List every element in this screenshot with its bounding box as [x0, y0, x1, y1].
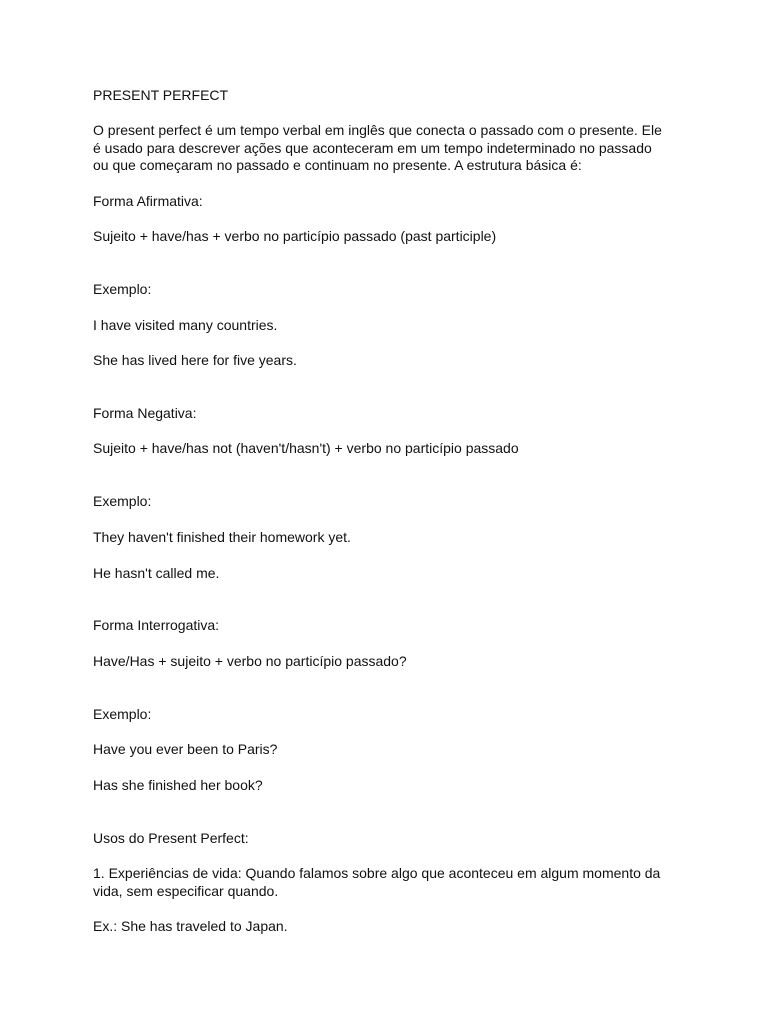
negative-example: He hasn't called me.: [93, 565, 220, 581]
uses-heading: Usos do Present Perfect:: [93, 830, 249, 846]
interrogative-example-label: Exemplo:: [93, 706, 152, 722]
negative-heading: Forma Negativa:: [93, 405, 197, 421]
negative-example: They haven't finished their homework yet.: [93, 529, 351, 545]
uses-item-example: Ex.: She has traveled to Japan.: [93, 918, 288, 934]
interrogative-example: Have you ever been to Paris?: [93, 741, 278, 757]
affirmative-structure: Sujeito + have/has + verbo no particípio passado (past participle): [93, 228, 497, 244]
uses-item-line: 1. Experiências de vida: Quando falamos sobre algo que aconteceu em algum momento da: [93, 865, 661, 881]
affirmative-example: She has lived here for five years.: [93, 352, 297, 368]
interrogative-structure: Have/Has + sujeito + verbo no particípio passado?: [93, 653, 407, 669]
interrogative-heading: Forma Interrogativa:: [93, 617, 220, 633]
uses-item: [93, 865, 683, 900]
negative-example-label: Exemplo:: [93, 493, 152, 509]
document-title: PRESENT PERFECT: [93, 87, 229, 103]
negative-structure: Sujeito + have/has not (haven't/hasn't) + verbo no particípio passado: [93, 440, 519, 456]
affirmative-heading: Forma Afirmativa:: [93, 193, 203, 209]
intro-line: O present perfect é um tempo verbal em inglês que conecta o passado com o presente. Ele: [93, 122, 662, 138]
intro-line: é usado para descrever ações que aconteceram em um tempo indeterminado no passado: [93, 139, 652, 156]
intro-line: ou que começaram no passado e continuam no presente. A estrutura básica é:: [93, 157, 582, 173]
interrogative-example: Has she finished her book?: [93, 777, 263, 793]
affirmative-example: I have visited many countries.: [93, 317, 278, 333]
uses-item-line: vida, sem especificar quando.: [93, 882, 279, 899]
intro-paragraph: [93, 122, 683, 175]
affirmative-example-label: Exemplo:: [93, 281, 152, 297]
